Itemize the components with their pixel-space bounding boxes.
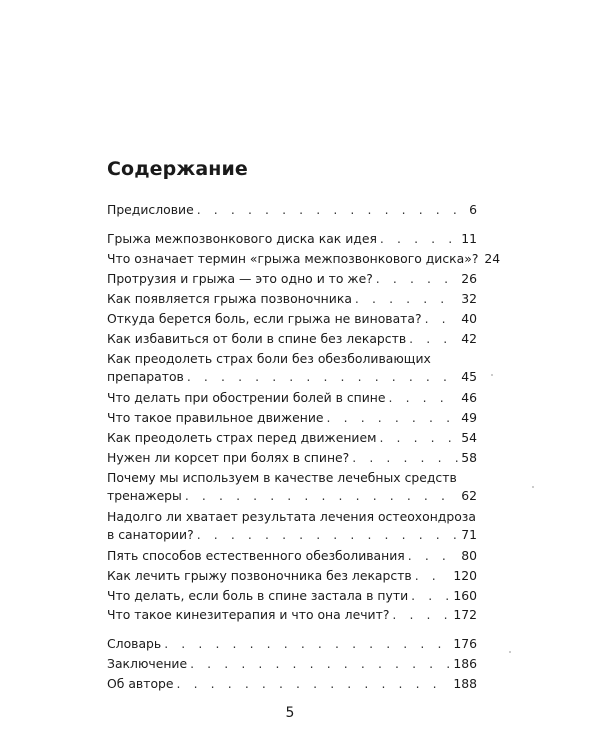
toc-entry-page: 160 <box>453 588 477 603</box>
toc-entry[interactable] <box>107 675 477 693</box>
toc-entry-page: 11 <box>461 231 477 246</box>
toc-entry-title: Почему мы используем в качестве лечебных средств <box>107 470 457 485</box>
toc-entry[interactable] <box>107 635 477 653</box>
toc-entry[interactable] <box>107 350 477 386</box>
dot-leader <box>392 606 450 624</box>
page-number: 5 <box>285 705 295 721</box>
toc-entry[interactable] <box>107 290 477 308</box>
toc-entry-page: 32 <box>461 291 477 306</box>
dot-leader <box>352 449 458 467</box>
toc-entry-page: 54 <box>461 430 477 445</box>
toc-entry-page: 42 <box>461 331 477 346</box>
dot-leader <box>190 655 450 673</box>
toc-entry-title: Заключение <box>107 656 188 671</box>
dot-leader <box>380 230 458 248</box>
dot-leader <box>187 368 458 386</box>
toc-entry[interactable] <box>107 508 477 544</box>
dot-leader <box>164 635 450 653</box>
toc-entry-title: Протрузия и грыжа — это одно и то же? <box>107 271 373 286</box>
dot-leader <box>411 587 450 605</box>
toc-entry[interactable] <box>107 567 477 585</box>
dot-leader <box>409 330 458 348</box>
toc-entry-title: Что означает термин «грыжа межпозвонкового диска»? <box>107 251 479 266</box>
scan-speck <box>509 651 511 653</box>
toc-entry-title: Что делать при обострении болей в спине <box>107 390 386 405</box>
toc-entry-title: Пять способов естественного обезболивания <box>107 548 405 563</box>
toc-entry-title: Как лечить грыжу позвоночника без лекарств <box>107 568 412 583</box>
toc-entry[interactable] <box>107 587 477 605</box>
toc-entry[interactable] <box>107 230 477 248</box>
toc-entry-title: Словарь <box>107 636 162 651</box>
toc-entry-page: 49 <box>461 410 477 425</box>
dot-leader <box>355 290 458 308</box>
dot-leader <box>379 429 458 447</box>
scan-speck <box>532 486 534 488</box>
toc-entry[interactable] <box>107 310 477 328</box>
toc-entry-title: Как преодолеть страх перед движением <box>107 430 377 445</box>
toc-entry[interactable] <box>107 330 477 348</box>
dot-leader <box>389 389 459 407</box>
dot-leader <box>197 526 459 544</box>
toc-entry[interactable] <box>107 655 477 673</box>
toc-entry-page: 40 <box>461 311 477 326</box>
toc-entry-page: 62 <box>461 488 477 503</box>
toc-entry-title: Надолго ли хватает результата лечения остеохондроза <box>107 509 476 524</box>
toc-entry-title-continued: препаратов <box>107 369 184 384</box>
toc-entry[interactable] <box>107 409 477 427</box>
toc-entry-page: 172 <box>453 607 477 622</box>
dot-leader <box>425 310 459 328</box>
toc-entry-page: 58 <box>461 450 477 465</box>
toc-entry-title: Об авторе <box>107 676 174 691</box>
toc-entry[interactable] <box>107 389 477 407</box>
toc-entry-title: Грыжа межпозвонкового диска как идея <box>107 231 377 246</box>
toc-entry-page: 6 <box>469 202 477 217</box>
toc-entry-page: 46 <box>461 390 477 405</box>
toc-entry-title: Что такое кинезитерапия и что она лечит? <box>107 607 390 622</box>
toc-entry-title: Предисловие <box>107 202 194 217</box>
toc-entry-page: 45 <box>461 369 477 384</box>
toc-entry-page: 176 <box>453 636 477 651</box>
toc-entry[interactable] <box>107 250 501 268</box>
toc-entry-title: Что такое правильное движение <box>107 410 324 425</box>
toc-entry-page: 24 <box>484 251 501 266</box>
toc-entry-page: 26 <box>461 271 477 286</box>
dot-leader <box>408 547 458 565</box>
toc-entry-title: Откуда берется боль, если грыжа не виновата? <box>107 311 422 326</box>
toc-entry-page: 71 <box>461 527 477 542</box>
dot-leader <box>327 409 459 427</box>
toc-entry-page: 120 <box>453 568 477 583</box>
toc-entry-title: Как преодолеть страх боли без обезболивающих <box>107 351 431 366</box>
toc-entry[interactable] <box>107 469 477 505</box>
toc-entry-title: Что делать, если боль в спине застала в пути <box>107 588 409 603</box>
toc-entry-title-continued: в санатории? <box>107 527 194 542</box>
toc-entry-page: 188 <box>453 676 477 691</box>
toc-entry-page: 186 <box>453 656 477 671</box>
toc-entry-title: Нужен ли корсет при болях в спине? <box>107 450 350 465</box>
scan-speck <box>491 374 493 376</box>
dot-leader <box>376 270 458 288</box>
toc-entry-title: Как избавиться от боли в спине без лекарств <box>107 331 407 346</box>
dot-leader <box>185 487 458 505</box>
toc-entry-title: Как появляется грыжа позвоночника <box>107 291 352 306</box>
toc-heading: Содержание <box>107 158 248 180</box>
toc-entry[interactable] <box>107 429 477 447</box>
toc-entry[interactable] <box>107 270 477 288</box>
toc-entry[interactable] <box>107 606 477 624</box>
toc-entry[interactable] <box>107 201 477 219</box>
dot-leader <box>177 675 451 693</box>
dot-leader <box>197 201 466 219</box>
toc-entry[interactable] <box>107 449 477 467</box>
toc-entry[interactable] <box>107 547 477 565</box>
dot-leader <box>415 567 451 585</box>
toc-entry-title-continued: тренажеры <box>107 488 182 503</box>
toc-entry-page: 80 <box>461 548 477 563</box>
